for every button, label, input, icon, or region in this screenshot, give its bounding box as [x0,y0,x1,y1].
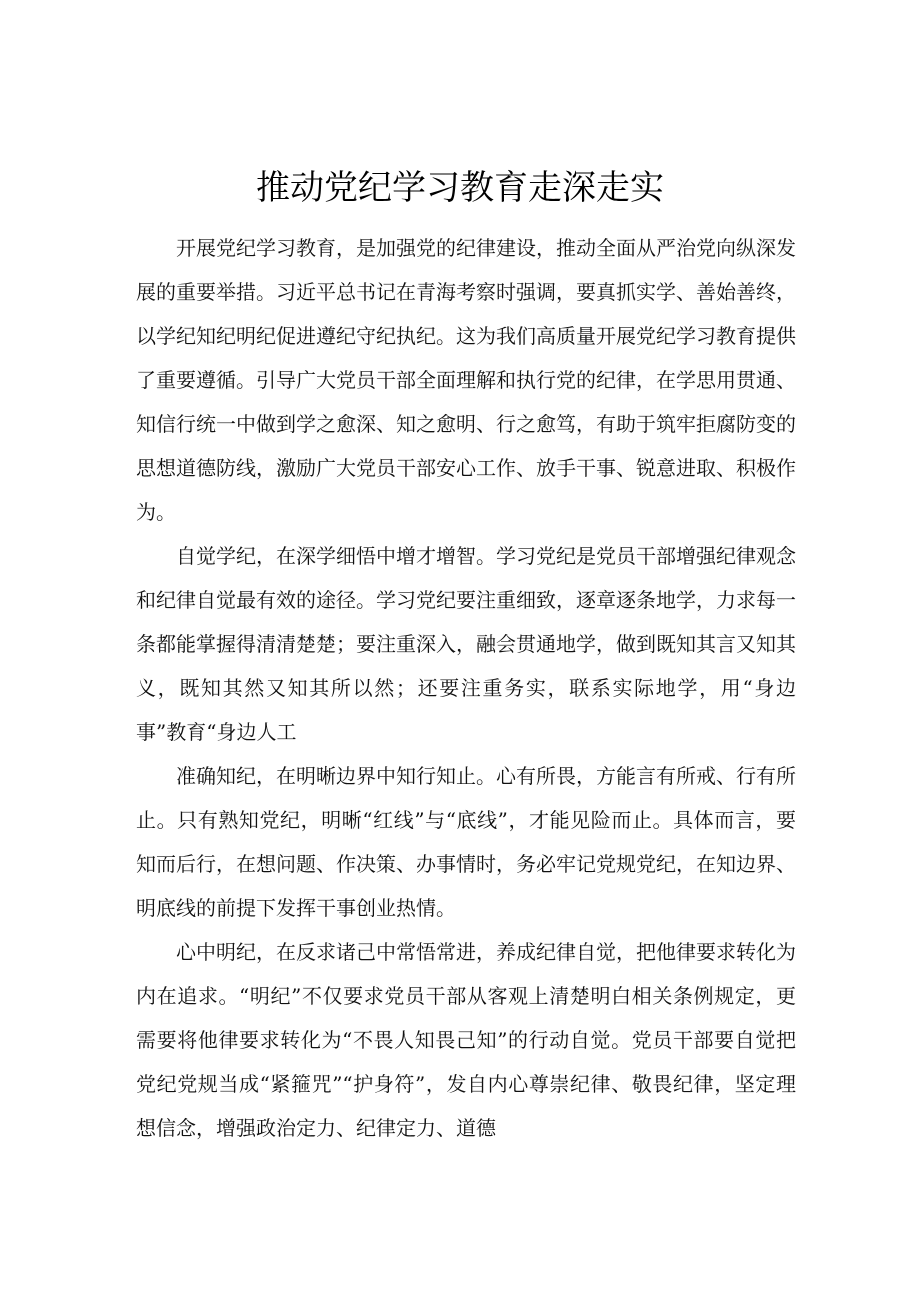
paragraph-intro: 开展党纪学习教育，是加强党的纪律建设，推动全面从严治党向纵深发展的重要举措。习近平总书记在青海考察时强调，要真抓实学、善始善终，以学纪知纪明纪促进遵纪守纪执纪。这为我们高质量开展党纪学习教育提供了重要遵循。引导广大党员干部全面理解和执行党的纪律，在学思用贯通、知信行统一中做到学之愈深、知之愈明、行之愈笃，有助于筑牢拒腐防变的思想道德防线，激励广大党员干部安心工作、放手干事、锐意进取、积极作为。 [136,236,796,524]
paragraph-know-discipline: 准确知纪，在明晰边界中知行知止。心有所畏，方能言有所戒、行有所止。只有熟知党纪，明晰“红线”与“底线”，才能见险而止。具体而言，要知而后行，在想问题、作决策、办事情时，务必牢记党规党纪，在知边界、明底线的前提下发挥干事创业热情。 [136,764,796,920]
paragraph-study-discipline: 自觉学纪，在深学细悟中增才增智。学习党纪是党员干部增强纪律观念和纪律自觉最有效的途径。学习党纪要注重细致，逐章逐条地学，力求每一条都能掌握得清清楚楚；要注重深入，融会贯通地学，做到既知其言又知其义，既知其然又知其所以然；还要注重务实，联系实际地学，用“身边事”教育“身边人工 [136,544,796,744]
document-body [136,226,796,1150]
document-title: 推动党纪学习教育走深走实 [256,168,664,208]
paragraph-understand-discipline: 心中明纪，在反求诸己中常悟常进，养成纪律自觉，把他律要求转化为内在追求。“明纪”不仅要求党员干部从客观上清楚明白相关条例规定，更需要将他律要求转化为“不畏人知畏己知”的行动自觉。党员干部要自觉把党纪党规当成“紧箍咒”“护身符”，发自内心尊崇纪律、敬畏纪律，坚定理想信念，增强政治定力、纪律定力、道德 [136,940,796,1140]
